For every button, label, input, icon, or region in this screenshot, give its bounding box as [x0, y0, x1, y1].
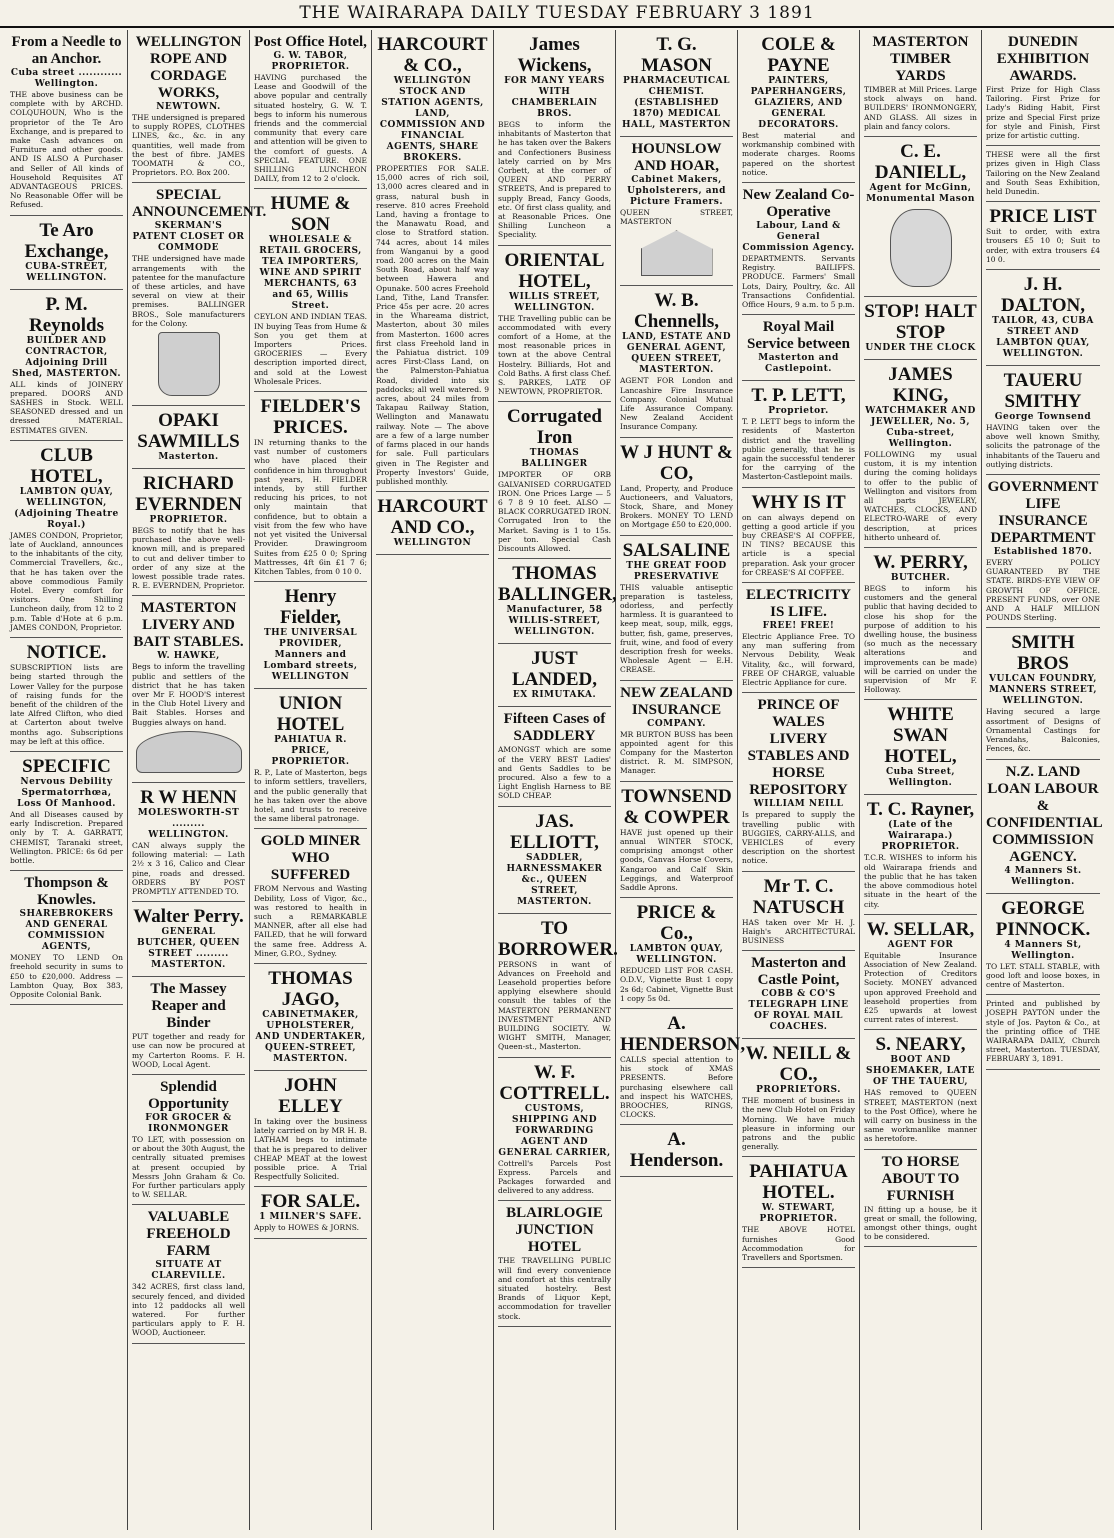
- advertisement: [132, 469, 245, 596]
- ad-body: FROM Nervous and Wasting Debility, Loss of Vigor, &c., was restored to health in such a REMARKABLE MANNER, after all else had FAILED, that he will forward the same free. Address A. Miner, G.P.O., Sydney.: [254, 884, 367, 958]
- ad-heading: W J HUNT & CO,: [620, 441, 733, 484]
- shop-illustration-icon: [641, 230, 713, 276]
- ad-heading: A. Henderson.: [629, 1129, 724, 1172]
- ad-heading: New Zealand Co-Operative: [742, 187, 855, 221]
- ad-heading: W. NEILL & CO.,: [745, 1043, 852, 1086]
- advertisement: [376, 30, 489, 492]
- advertisement: [620, 782, 733, 898]
- ad-heading: S. NEARY,: [875, 1034, 966, 1056]
- ad-subheading: Masterton and Castlepoint.: [758, 353, 839, 375]
- advertisement: [864, 795, 977, 914]
- advertisement: [620, 30, 733, 137]
- ad-heading: T. P. LETT,: [751, 385, 846, 407]
- advertisement: [986, 628, 1100, 759]
- ad-body: PERSONS in want of Advances on Freehold and Leasehold properties before applying elsewhere should consult the tables of the MASTERTON PERMANENT INVESTMENT AND BUILDING SOCIETY. W. WIGHT SMITH, Manager, Queen-st., Masterton.: [498, 959, 611, 1052]
- ad-heading: OPAKI SAWMILLS: [137, 410, 240, 453]
- column-9: [982, 30, 1104, 1530]
- ad-subheading: 4 Manners St, Wellington.: [1004, 939, 1082, 961]
- ad-heading: PAHIATUA HOTEL.: [749, 1161, 848, 1204]
- advertisement: [620, 286, 733, 437]
- ad-body: T. P. LETT begs to inform the residents of Masterton district and the travelling public generally, that he is again the successful tenderer for the carrying of the Masterton-Castlepoint mails.: [742, 417, 855, 482]
- advertisement: [742, 183, 855, 315]
- ad-heading: COLE & PAYNE: [761, 34, 836, 76]
- ad-heading: VALUABLE FREEHOLD FARM: [146, 1209, 231, 1260]
- ad-body: 342 ACRES, first class land, securely fenced, and divided into 12 paddocks all well watered. For further particulars apply to F. H. WOOD, Auctioneer.: [132, 1282, 245, 1338]
- ad-body: MONEY TO LEND On freehold security in sums to £50 to £20,000. Address — Lambton Quay, Box 383, Opposite Colonial Bank.: [10, 953, 123, 999]
- advertisement: [742, 583, 855, 693]
- ad-heading: NOTICE.: [26, 642, 107, 664]
- advertisement: [986, 894, 1100, 996]
- advertisement: [986, 475, 1100, 628]
- ad-subheading: WILLIS STREET, WELLINGTON.: [508, 291, 601, 313]
- advertisement: [376, 492, 489, 555]
- advertisement: [254, 392, 367, 582]
- ad-subheading: SADDLER, HARNESSMAKER &c., QUEEN STREET, MASTERTON.: [506, 852, 603, 907]
- ad-body: IN returning thanks to the vast number of customers who have placed their confidence in him throughout past years, H. FIELDER intends, by still further reducing his prices, to not only maintain that confidence, but to obtain a visit from the few who have not yet visited the Universal Provider. Drawingroom Suites from £25 0 0; Spring Mattresses, 4ft 6in £1 7 6; Kitchen Tables, from 0 10 0.: [254, 438, 367, 576]
- advertisement: [254, 1187, 367, 1238]
- coach-horses-illustration-icon: [136, 731, 242, 773]
- ad-heading: Henry Fielder,: [279, 586, 342, 629]
- ad-body: THE TRAVELLING PUBLIC will find every convenience and comfort at this centrally situated hostelry. Best Brands of Liquor Kept, accommodation for traveller stock.: [498, 1256, 611, 1321]
- advertisement: [864, 700, 977, 795]
- advertisement: [864, 548, 977, 700]
- ad-body: THE Travelling public can be accommodated with every comfort of a Home, at the most reasonable prices in town at the above Central Hostelry. Billiards, Hot and Cold Baths. A first class Chef. S. PARKES, LATE OF NEWTOWN, PROPRIETOR.: [498, 313, 611, 397]
- ad-subheading: WILLIAM NEILL: [753, 799, 844, 810]
- ad-body: Apply to HOWES & JORNS.: [254, 1223, 360, 1233]
- ad-body: Suit to order, with extra trousers £5 10 0; Suit to order, with extra trousers £4 10 0.: [986, 227, 1100, 264]
- advertisement: [10, 638, 123, 752]
- ad-subheading: FREE! FREE!: [762, 621, 835, 632]
- ad-body: Electric Appliance Free. TO any man suffering from Nervous Debility, Weak Vitality, &c., will forward, FREE OF CHARGE, valuable Electric Appliance for cure.: [742, 632, 855, 688]
- ad-body: AGENT FOR London and Lancashire Fire Insurance Company. Colonial Mutual Life Assurance Company. New Zealand Accident Insurance Company.: [620, 376, 733, 432]
- advertisement: [742, 1039, 855, 1157]
- ad-subheading: Cuba street ............ Wellington.: [10, 68, 123, 89]
- advertisement: [10, 30, 123, 216]
- ad-body: Equitable Insurance Association of New Zealand. Protection of Creditors Society. MONEY advanced upon approved Freehold and leasehold properties from £25 upwards at lowest current rates of interest.: [864, 950, 977, 1025]
- ad-subheading: PROPRIETORS.: [756, 1085, 841, 1096]
- ad-heading: HARCOURT AND CO.,: [377, 496, 488, 539]
- ad-subheading: VULCAN FOUNDRY, MANNERS STREET, WELLINGTON.: [988, 674, 1098, 707]
- advertisement: [986, 995, 1100, 1069]
- advertisement: [986, 760, 1103, 894]
- ad-subheading: SKERMAN'S PATENT CLOSET OR COMMODE: [132, 221, 245, 254]
- ad-body: HAS taken over Mr H. J. Haigh's ARCHITECTURAL BUSINESS: [742, 917, 855, 945]
- advertisement: [10, 441, 123, 638]
- ad-heading: FOR SALE.: [260, 1191, 361, 1213]
- advertisement: [498, 402, 611, 559]
- advertisement: [132, 406, 245, 469]
- advertisement: [254, 1071, 367, 1187]
- ad-heading: T. C. Rayner,: [866, 799, 975, 821]
- newspaper-columns: [6, 30, 1108, 1530]
- ad-heading: TO BORROWER.: [498, 917, 618, 960]
- ad-body: Cottrell's Parcels Post Express. Parcels and Packages forwarded and delivered to any address.: [498, 1158, 611, 1196]
- ad-heading: GOLD MINER WHO SUFFERED: [260, 833, 361, 884]
- ad-subheading: 1 MILNER'S SAFE.: [259, 1212, 362, 1223]
- ad-heading: W. B. Chennells,: [634, 290, 719, 333]
- advertisement: [254, 829, 367, 964]
- ad-body: EVERY POLICY GUARANTEED BY THE STATE. BIRDS-EYE VIEW OF GROWTH OF OFFICE. PRESENT FUNDS, over ONE AND A HALF MILLION POUNDS Sterling.: [986, 558, 1100, 623]
- ad-heading: Te Aro Exchange,: [24, 219, 109, 262]
- ad-subheading: BUTCHER.: [890, 573, 951, 584]
- ad-body: TO LET, with possession on or about the 30th August, the centrally situated premises at present occupied by Messrs John Graham & Co. For further particulars apply to W. SELLAR.: [132, 1134, 245, 1200]
- advertisement: [864, 915, 977, 1031]
- advertisement: [620, 438, 733, 536]
- ad-body: QUEEN STREET, MASTERTON: [620, 208, 733, 227]
- ad-heading: UNION HOTEL: [276, 693, 345, 736]
- ad-body: THE above business can be complete with by ARCHD. COLQUHOUN, Who is the proprietor of the Te Aro Exchange, and is prepared to make Cash advances on Furniture and other goods. AND IS ALSO A Purchaser and Seller of All kinds of Household Requisites AT ADVANTAGEOUS PRICES. No Reasonable Offer will be Refused.: [10, 90, 123, 210]
- advertisement: [986, 30, 1100, 146]
- ad-subheading: SITUATE AT CLAREVILLE.: [151, 1260, 226, 1282]
- ad-body: THE ABOVE HOTEL furnishes Good Accommodation for Travellers and Sportsmen.: [742, 1225, 855, 1262]
- ad-subheading: LAND, ESTATE AND GENERAL AGENT, QUEEN STREET, MASTERTON.: [621, 332, 732, 376]
- ad-heading: SMITH BROS: [1011, 632, 1075, 675]
- ad-subheading: PHARMACEUTICAL CHEMIST. (ESTABLISHED 1870) MEDICAL HALL, MASTERTON: [622, 76, 731, 130]
- ad-heading: Royal Mail Service between: [747, 319, 850, 353]
- ad-heading: Thompson & Knowles.: [24, 875, 109, 909]
- ad-body: THESE were all the first prizes given in High Class Tailoring on the New Zealand and South Seas Exhibition, held Dunedin.: [986, 150, 1100, 197]
- advertisement: [864, 30, 977, 137]
- column-3: [250, 30, 372, 1530]
- ad-body: MR BURTON BUSS has been appointed agent for this Company for the Masterton district. R. M. SIMPSON, Manager.: [620, 729, 733, 776]
- advertisement: [620, 137, 733, 286]
- column-8: [860, 30, 982, 1530]
- advertisement: [986, 270, 1100, 366]
- advertisement: [742, 381, 855, 487]
- advertisement: [864, 1150, 977, 1248]
- ad-body: Is prepared to supply the travelling public with BUGGIES, CARRY-ALLS, and VEHICLES of every description on the shortest notice.: [742, 810, 855, 866]
- advertisement: [132, 977, 245, 1075]
- ad-subheading: W. HAWKE,: [157, 651, 220, 662]
- ad-heading: GOVERNMENT LIFE INSURANCE DEPARTMENT: [987, 479, 1099, 547]
- ad-body: SUBSCRIPTION lists are being started through the Lower Valley for the purpose of raising funds for the benefit of the children of the late Alfred Clifton, who died at Carterton about twelve months ago. Subscriptions may be left at this office.: [10, 663, 123, 746]
- ad-body: And all Diseases caused by early Indiscretion. Prepared only by T. A. GARRATT, CHEMIST, Taranaki street, Wellington. PRICE: 6s 6d per bottle.: [10, 809, 123, 865]
- ad-heading: MASTERTON TIMBER YARDS: [872, 34, 969, 84]
- ad-heading: T. G. MASON: [641, 34, 712, 76]
- advertisement: [132, 183, 267, 406]
- ad-heading: DUNEDIN EXHIBITION AWARDS.: [996, 34, 1090, 84]
- ad-subheading: COBB & CO'S TELEGRAPH LINE OF ROYAL MAIL COACHES.: [748, 989, 849, 1033]
- ad-body: REDUCED LIST FOR CASH. O.D.V., Vignette Bust 1 copy 2s 6d; Cabinet, Vignette Bust 1 copy 5s 0d.: [620, 966, 733, 1003]
- ad-heading: Splendid Opportunity: [148, 1078, 229, 1112]
- advertisement: [498, 644, 611, 707]
- ad-body: BEGS to inform his customers and the general public that having decided to close his shop for the purpose of addition to his dwelling house, the business (so much as the necessary alterations and improvements can be made) will be carried on under the supervision of Mr F. Holloway.: [864, 584, 977, 695]
- advertisement: [498, 1201, 611, 1326]
- advertisement: [620, 681, 733, 782]
- ad-body: In taking over the business lately carried on by MR H. B. LATHAM begs to intimate that he is prepared to deliver CHEAP MEAT at the lowest possible price. A Trial Respectfully Solicited.: [254, 1116, 367, 1182]
- ad-heading: J. H. DALTON,: [1001, 274, 1085, 317]
- ad-subheading: PAINTERS, PAPERHANGERS, GLAZIERS, AND GENERAL DECORATORS.: [750, 76, 847, 130]
- advertisement: [254, 189, 367, 392]
- advertisement: [254, 689, 367, 829]
- ad-heading: SALSALINE: [622, 539, 731, 561]
- ad-subheading: WHOLESALE & RETAIL GROCERS, TEA IMPORTERS, WINE AND SPIRIT MERCHANTS, 63 and 65, Willis Street.: [259, 235, 362, 312]
- ad-heading: ORIENTAL HOTEL,: [504, 249, 605, 292]
- ad-heading: FIELDER'S PRICES.: [260, 396, 361, 439]
- ad-heading: WHITE SWAN HOTEL,: [884, 704, 957, 768]
- column-5: [494, 30, 616, 1530]
- ad-heading: TAUERU SMITHY: [1003, 370, 1083, 413]
- ad-subheading: LAMBTON QUAY, WELLINGTON, (Adjoining Theatre Royal.): [14, 486, 119, 530]
- ad-body: THE undersigned is prepared to supply ROPES, CLOTHES LINES, &c., &c. in any quantities, well made from the best of fibre. JAMES TOOMATH & CO., Proprietors. P.O. Box 200.: [132, 113, 245, 178]
- ad-heading: Mr T. C. NATUSCH: [752, 875, 845, 918]
- ad-body: HAVING taken over the above well known Smithy, solicits the patronage of the inhabitants of the Taueru and outlying districts.: [986, 423, 1100, 469]
- ad-subheading: PROPRIETOR.: [149, 515, 228, 526]
- ad-heading: JAMES KING,: [888, 364, 953, 407]
- ad-body: CALLS special attention to his stock of XMAS PRESENTS. Before purchasing elsewhere call and inspect his WATCHES, BROOCHES, RINGS, CLOCKS.: [620, 1054, 733, 1120]
- advertisement: [132, 596, 245, 782]
- ad-subheading: Cuba Street, Wellington.: [885, 767, 956, 789]
- advertisement: [620, 898, 733, 1009]
- ad-body: PROPERTIES FOR SALE. 15,000 acres of rich soil, 13,000 acres cleared and in grass, natural bush in reserve. 810 acres Freehold Land, having a frontage to the Manawatu Road, and close to Stratford station. 744 acres, about 14 miles from Wanganui by a good road. 200 acres on the Main South Road, about half way between Hawera and Opunake. 500 acres Freehold Land, Tithe, Land Transfer. Price 45s per acre. 20 acres in the Whareama district, Masterton, about 30 miles from Masterton. 1600 acres first class Freehold land in the Pahiatua district. 109 acres First-Class Land, on the Palmerston-Pahiatua Road, divided into six paddocks; all well watered. 9 acres, about 24 miles from Takapau Railway Station, Wellington and Manawatu railway. Note — The above are a few of a large number of farms placed in our hands for sale. Full particulars given in The Register and Property Investors' Guide, published monthly.: [376, 164, 489, 486]
- advertisement: [132, 1205, 245, 1343]
- ad-body: BEGS to inform the inhabitants of Masterton that he has taken over the Bakers and Confectioners Business lately carried on by Mrs Corbett, at the corner of QUEEN AND PERRY STREETS, And is prepared to supply Bread, Fancy Goods, etc. Of first class quality, and at Reasonable Prices. One Shilling Luncheon a Speciality.: [498, 120, 611, 240]
- advertisement: [10, 216, 123, 290]
- ad-heading: The Massey Reaper and Binder: [150, 981, 227, 1032]
- commode-illustration-icon: [158, 332, 220, 396]
- ad-body: IMPORTER OF ORB GALVANISED CORRUGATED IRON. One Prices Large — 5 6 7 8 9 10 feet. ALSO — BLACK CORRUGATED IRON. Corrugated Iron to the Market. Saving is 1 to 15s. per ton. Special Cash Discounts Allowed.: [498, 470, 611, 554]
- advertisement: [742, 693, 855, 871]
- ad-heading: MASTERTON LIVERY AND BAIT STABLES.: [133, 600, 244, 651]
- ad-heading: W. SELLAR,: [866, 918, 975, 940]
- advertisement: [498, 559, 617, 644]
- ad-body: THIS valuable antiseptic preparation is tasteless, odorless, and perfectly harmless. It is guaranteed to keep meat, soup, milk, eggs, butter, fish, game, preserves, fruit, wine, and food of every description fresh for weeks. Wholesale Agent — E.H. CREASE.: [620, 582, 733, 675]
- ad-body: First Prize for High Class Tailoring. First Prize for Lady's Riding Habit, First prize and Special First prize for style and Finish, First prize for artistic cutting.: [986, 85, 1100, 141]
- ad-heading: PRINCE OF WALES LIVERY STABLES AND HORSE REPOSITORY: [747, 697, 850, 799]
- ad-heading: PRICE LIST: [989, 206, 1097, 228]
- advertisement: [986, 202, 1100, 270]
- ad-body: DEPARTMENTS. Servants Registry. BAILIFFS. PRODUCE. Farmers' Small Lots, Dairy, Poultry, &c. All Transactions Confidential. Office Hours, 9 a.m. to 5 p.m.: [742, 254, 855, 310]
- advertisement: [10, 290, 123, 441]
- advertisement: [254, 964, 367, 1071]
- ad-heading: GEORGE PINNOCK.: [995, 897, 1091, 940]
- ad-subheading: THE GREAT FOOD PRESERVATIVE: [626, 560, 727, 582]
- ad-heading: THOMAS JAGO,: [268, 967, 353, 1010]
- ad-subheading: CUBA-STREET, WELLINGTON.: [25, 261, 108, 283]
- ad-subheading: G. W. TABOR, PROPRIETOR.: [271, 51, 350, 72]
- advertisement: [132, 1075, 245, 1205]
- advertisement: [254, 30, 367, 189]
- ad-subheading: George Townsend: [994, 412, 1092, 423]
- ad-body: HAS removed to QUEEN STREET, MASTERTON (next to the Post Office), where he will carry on business in the same workmanlike manner as heretofore.: [864, 1088, 977, 1144]
- ad-heading: Post Office Hotel,: [254, 34, 367, 50]
- ad-subheading: THOMAS BALLINGER: [521, 448, 588, 470]
- ad-subheading: SHAREBROKERS AND GENERAL COMMISSION AGENTS,: [19, 909, 114, 953]
- ad-body: Printed and published by JOSEPH PAYTON under the style of Jos. Payton & Co., at the printing office of THE WAIRARAPA DAILY, Church street, Masterton. TUESDAY, FEBRUARY 3, 1891.: [986, 999, 1100, 1064]
- pocket-watch-illustration-icon: [890, 209, 952, 287]
- ad-subheading: Cabinet Makers, Upholsterers, and Picture Framers.: [627, 175, 726, 207]
- ad-heading: SPECIFIC: [22, 755, 111, 777]
- ad-heading: Walter Perry.: [133, 906, 244, 928]
- ad-subheading: COMPANY.: [647, 718, 706, 729]
- advertisement: [498, 246, 611, 403]
- ad-heading: JAS. ELLIOTT,: [510, 810, 599, 853]
- advertisement: [132, 783, 245, 902]
- ad-subheading: (Late of the Wairarapa.) PROPRIETOR.: [881, 820, 960, 853]
- ad-subheading: NEWTOWN.: [156, 102, 221, 112]
- ad-subheading: CABINETMAKER, UPHOLSTERER, AND UNDERTAKER, QUEEN-STREET, MASTERTON.: [255, 1009, 366, 1064]
- ad-body: JAMES CONDON, Proprietor, late of Auckland, announces to the inhabitants of the city, Commercial Travellers, &c., that he has taken over the above commodious Family Hotel. Every comfort for visitors. One Shilling Luncheon daily, from 12 to 2 p.m. Table d'Hote at 6 p.m. JAMES CONDON, Proprietor.: [10, 530, 123, 632]
- advertisement: [986, 366, 1100, 475]
- advertisement: [498, 1058, 611, 1202]
- advertisement: [742, 30, 855, 183]
- ad-subheading: W. STEWART, PROPRIETOR.: [759, 1203, 838, 1225]
- ad-heading: JOHN ELLEY: [278, 1074, 343, 1117]
- advertisement: [742, 1157, 855, 1268]
- ad-heading: R W HENN: [140, 786, 237, 808]
- ad-heading: N.Z. LAND LOAN LABOUR & CONFIDENTIAL COMMISSION AGENCY.: [986, 763, 1103, 865]
- ad-subheading: Agent for McGinn, Monumental Mason: [866, 183, 975, 205]
- ad-subheading: WELLINGTON STOCK AND STATION AGENTS, LAND, COMMISSION AND FINANCIAL AGENTS, SHARE BROKERS.: [379, 76, 486, 163]
- advertisement: [10, 871, 123, 1005]
- ad-body: R. P., Late of Masterton, begs to inform settlers, travellers, and the public generally that he has taken over the above hotel, and trusts to receive the same liberal patronage.: [254, 768, 367, 824]
- ad-subheading: WELLINGTON: [393, 538, 472, 549]
- ad-heading: A. HENDERSON,: [620, 1012, 746, 1055]
- ad-subheading: FOR GROCER & IRONMONGER: [145, 1112, 232, 1134]
- ad-subheading: AGENT FOR: [887, 939, 954, 950]
- ad-body: PUT together and ready for use can now be procured at my Carterton Rooms. F. H. WOOD, Local Agent.: [132, 1032, 245, 1069]
- ad-heading: PRICE & Co.,: [636, 902, 717, 945]
- column-4: [372, 30, 494, 1530]
- ad-body: BEGS to notify that he has purchased the above well-known mill, and is prepared to cut and deliver timber to order of any size at the lowest possible trade rates. R. E. EVERNDEN, Proprietor.: [132, 526, 245, 591]
- advertisement: [620, 536, 733, 681]
- column-1: [6, 30, 128, 1530]
- ad-subheading: Established 1870.: [993, 547, 1093, 558]
- ad-subheading: Proprietor.: [768, 406, 829, 417]
- ad-heading: ELECTRICITY IS LIFE.: [745, 587, 852, 621]
- ad-subheading: CUSTOMS, SHIPPING AND FORWARDING AGENT AND GENERAL CARRIER,: [498, 1103, 611, 1158]
- ad-subheading: 4 Manners St. Wellington.: [1004, 865, 1082, 887]
- ad-heading: CLUB HOTEL,: [30, 444, 103, 487]
- ad-heading: THOMAS BALLINGER,: [498, 563, 617, 606]
- ad-heading: STOP! HALT STOP: [864, 301, 977, 344]
- ad-body: HAVING purchased the Lease and Goodwill of the above popular and centrally situated hostelry, G. W. T. begs to inform his numerous friends and the commercial community that every care and attention will be given to the comfort of guests. A SPECIAL FEATURE. ONE SHILLING LUNCHEON DAILY, from 12 to 2 o'clock.: [254, 73, 367, 184]
- ad-subheading: Nervous Debility Spermatorrhœa, Loss Of Manhood.: [17, 776, 116, 809]
- ad-heading: HARCOURT & CO.,: [377, 34, 488, 76]
- ad-subheading: UNDER THE CLOCK: [865, 343, 976, 354]
- advertisement: [864, 297, 977, 360]
- ad-body: Land, Property, and Produce Auctioneers, and Valuators, Stock, Share, and Money Brokers. MONEY TO LEND on Mortgage £50 to £20,000.: [620, 483, 733, 530]
- advertisement: [742, 315, 855, 381]
- advertisement: [498, 30, 611, 246]
- ad-heading: Fifteen Cases of SADDLERY: [503, 711, 606, 745]
- advertisement: [986, 146, 1100, 202]
- advertisement: [10, 752, 123, 871]
- ad-subheading: WATCHMAKER AND JEWELLER, No. 5, Cuba-street, Wellington.: [865, 406, 976, 450]
- advertisement: [498, 807, 611, 914]
- advertisement: [132, 30, 245, 183]
- ad-body: HAVE just opened up their annual WINTER STOCK, comprising amongst other goods, Canvas Horse Covers, Kangaroo and Calf Skin Leggings, and Waterproof Saddle Aprons.: [620, 827, 733, 892]
- ad-subheading: Masterton.: [158, 452, 219, 463]
- ad-heading: James Wickens,: [517, 34, 592, 76]
- ad-body: THE undersigned have made arrangements with the patentee for the manufacture of these articles, and have several on view at their premises. BALLINGER BROS., Sole manufacturers for the Colony.: [132, 254, 245, 328]
- ad-subheading: Manufacturer, 58 WILLIS-STREET, WELLINGTON.: [506, 605, 603, 638]
- advertisement: [742, 872, 855, 952]
- advertisement: [620, 1125, 733, 1177]
- ad-heading: C. E. DANIELL,: [874, 141, 967, 184]
- ad-heading: HOUNSLOW AND HOAR,: [631, 141, 722, 174]
- column-2: [128, 30, 267, 1530]
- column-6: [616, 30, 746, 1530]
- ad-heading: Corrugated Iron: [507, 406, 602, 449]
- ad-subheading: PAHIATUA R. PRICE, PROPRIETOR.: [271, 735, 350, 768]
- ad-body: IN fitting up a house, be it great or small, the following, amongst other things, ought to be considered.: [864, 1204, 977, 1242]
- ad-heading: SPECIAL ANNOUNCEMENT.: [132, 187, 267, 221]
- ad-subheading: THE UNIVERSAL PROVIDER, Manners and Lombard streets, WELLINGTON: [263, 628, 358, 683]
- ad-subheading: FOR MANY YEARS WITH CHAMBERLAIN BROS.: [504, 76, 605, 119]
- ad-heading: P. M. Reynolds: [29, 293, 104, 336]
- ad-body: Begs to inform the travelling public and settlers of the district that he has taken over Mr F. HOOD'S interest in the Club Hotel Livery and Bait Stables. Horses and Buggies always on hand.: [132, 662, 245, 727]
- ad-heading: WHY IS IT: [751, 491, 846, 513]
- ad-heading: HUME & SON: [270, 193, 351, 236]
- ad-body: on can always depend on getting a good article if you buy CREASE'S AI COFFEE, IN TINS? BECAUSE this article is a special preparation. Ask your grocer for CREASE'S AI COFFEE.: [742, 512, 855, 577]
- advertisement: [742, 951, 855, 1039]
- advertisement: [620, 1009, 746, 1125]
- advertisement: [864, 360, 977, 548]
- ad-body: FOLLOWING my usual custom, it is my intention during the coming holidays to offer to the public of Wellington and visitors from all parts JEWELRY, WATCHES, CLOCKS, AND ELECTRO-WARE of every description, at prices hitherto unheard of.: [864, 450, 977, 542]
- ad-body: ALL kinds of JOINERY prepared. DOORS AND SASHES in Stock. WELL SEASONED dressed and un dressed MATERIAL. ESTIMATES GIVEN.: [10, 379, 123, 435]
- advertisement: [742, 488, 855, 583]
- ad-heading: JUST LANDED,: [512, 648, 597, 691]
- ad-heading: RICHARD EVERNDEN: [135, 473, 242, 516]
- ad-subheading: BUILDER AND CONTRACTOR, Adjoining Drill Shed, MASTERTON.: [12, 335, 121, 379]
- ad-heading: TOWNSEND & COWPER: [621, 785, 732, 828]
- masthead: THE WAIRARAPA DAILY TUESDAY FEBRUARY 3 1891: [0, 0, 1114, 28]
- ad-heading: BLAIRLOGIE JUNCTION HOTEL: [506, 1205, 603, 1256]
- ad-heading: W. PERRY,: [873, 552, 968, 574]
- ad-body: T.C.R. WISHES to inform his old Wairarapa friends and the public that he has taken the above commodious hotel situate in the heart of the city.: [864, 853, 977, 909]
- advertisement: [864, 1030, 977, 1149]
- ad-subheading: BOOT AND SHOEMAKER, LATE OF THE TAUERU,: [866, 1055, 975, 1088]
- ad-heading: NEW ZEALAND INSURANCE: [620, 684, 733, 718]
- advertisement: [864, 137, 977, 297]
- ad-subheading: MOLESWORTH-ST ......... WELLINGTON.: [137, 807, 240, 840]
- ad-body: TIMBER at Mill Prices. Large stock always on hand. BUILDERS' IRONMONGERY, AND GLASS. All sizes in plain and fancy colors.: [864, 85, 977, 131]
- ad-body: CAN always supply the following material: — Lath 2½ x 3 16, Calico and Clear pine, roads and dressed. ORDERS BY POST PROMPTLY ATTENDED TO.: [132, 840, 245, 896]
- ad-body: CEYLON AND INDIAN TEAS. IN buying Teas from Hume & Son you get them at Importers Prices. GROCERIES — Every description imported direct, and sold at the Lowest Wholesale Prices.: [254, 312, 367, 386]
- ad-body: AMONGST which are some of the VERY BEST Ladies' and Gents Saddles to be procured. Also a few to a Light English Harness to BE SOLD CHEAP.: [498, 745, 611, 801]
- ad-body: THE moment of business in the new Club Hotel on Friday Morning. We have much pleasure in informing our patrons and the public generally.: [742, 1096, 855, 1152]
- ad-heading: WELLINGTON ROPE AND CORDAGE WORKS,: [135, 34, 242, 101]
- ad-body: Having secured a large assortment of Designs of Ornamental Castings for Verandahs, Balconies, Fences, &c.: [986, 707, 1100, 754]
- advertisement: [254, 582, 367, 689]
- ad-heading: TO HORSE ABOUT TO FURNISH: [881, 1153, 960, 1204]
- ad-body: Best material and workmanship combined with moderate charges. Rooms papered on the shortest notice.: [742, 131, 855, 177]
- ad-heading: Masterton and Castle Point,: [751, 955, 846, 989]
- ad-subheading: EX RIMUTAKA.: [512, 690, 597, 701]
- ad-heading: W. F. COTTRELL.: [499, 1061, 610, 1104]
- ad-subheading: TAILOR, 43, CUBA STREET AND LAMBTON QUAY, WELLINGTON.: [992, 316, 1094, 360]
- ad-subheading: LAMBTON QUAY, WELLINGTON.: [629, 944, 724, 966]
- ad-body: TO LET. STALL STABLE, with good loft and loose boxes, in centre of Masterton.: [986, 961, 1100, 989]
- column-7: [738, 30, 860, 1530]
- ad-subheading: GENERAL BUTCHER, QUEEN STREET ......... MASTERTON.: [136, 927, 241, 971]
- ad-subheading: Labour, Land & General Commission Agency.: [742, 221, 855, 254]
- advertisement: [132, 902, 245, 977]
- advertisement: [498, 707, 611, 806]
- advertisement: [498, 914, 618, 1058]
- ad-heading: From a Needle to an Anchor.: [11, 34, 122, 67]
